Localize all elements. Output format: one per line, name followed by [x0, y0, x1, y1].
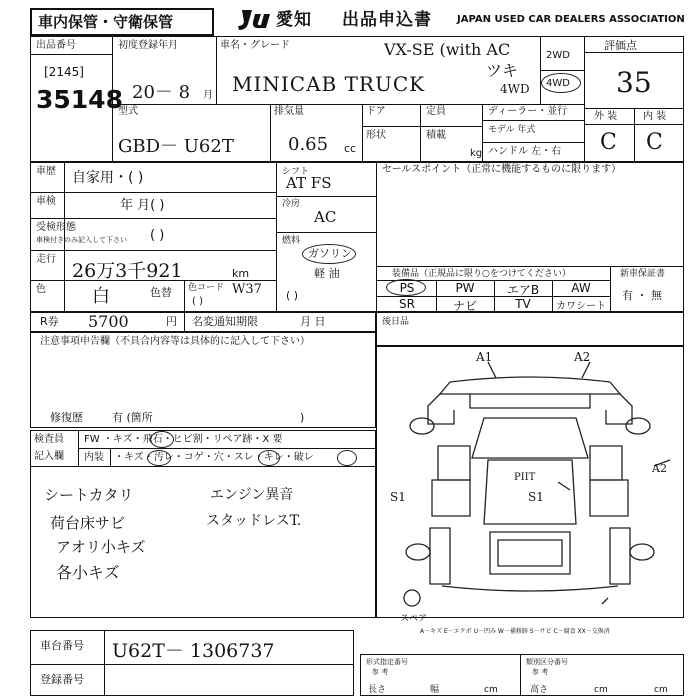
footer-frame: [360, 654, 684, 696]
equip-pw: PW: [455, 281, 475, 295]
load-unit: kg: [470, 148, 483, 159]
rear-seat-label: 後日品: [382, 317, 410, 327]
damage-mark-a2-top: A2: [574, 350, 591, 364]
storage-badge-text: 車内保管・守衛保管: [38, 13, 174, 31]
damage-mark-a2-right: A2: [652, 462, 667, 475]
history-label: 車歴: [36, 166, 56, 177]
footer-classify-label: 類別区分番号: [526, 658, 568, 666]
inspector-row-1: FW ・キズ・飛石・ヒビ割・リペア跡・X 要: [84, 434, 283, 445]
dealer-label: ディーラー・並行: [488, 106, 568, 117]
inspector-mark-circle-3: [258, 450, 280, 466]
mileage-unit: km: [232, 267, 250, 280]
shaken-label: 車検: [36, 196, 56, 207]
equip-ps: PS: [399, 281, 415, 295]
footer-cm-2: cm: [594, 685, 608, 695]
notice-value: 月 日: [300, 315, 326, 328]
capacity-label: 定員: [426, 106, 446, 117]
shift-value: AT FS: [286, 174, 332, 192]
color-change-label: 色替: [150, 286, 172, 299]
chassis-value: U62T－ 1306737: [112, 640, 275, 662]
chassis-label: 車台番号: [40, 639, 84, 652]
repair-close: ): [300, 411, 305, 424]
warranty-label: 新車保証書: [620, 269, 666, 279]
org-name: 愛知: [276, 10, 312, 30]
footer-width: 幅: [430, 685, 440, 695]
fuel-gasoline-circle: [302, 244, 356, 264]
mileage-value: 26万3千921: [72, 260, 183, 282]
model-drive-handwritten: 4WD: [500, 82, 530, 96]
history-value: 自家用・( ): [72, 170, 144, 186]
rating-label: 評価点: [604, 39, 637, 52]
sales-label: セールスポイント（正常に機能するものに限ります）: [382, 164, 622, 175]
damage-mark-s1-left: S1: [390, 490, 406, 504]
ju-logo: [236, 8, 276, 32]
lot-sub: [2145]: [44, 65, 84, 79]
footer-ref-2: 参 考: [532, 668, 549, 676]
equip-sr: SR: [399, 297, 415, 311]
damage-mark-pitting: PIIT: [514, 472, 536, 483]
footer-cm-1: cm: [484, 685, 498, 695]
lot-number: 35148: [36, 85, 123, 114]
equip-seat: カワシート: [556, 301, 606, 312]
recycle-label: R券: [40, 315, 59, 328]
displacement-unit: cc: [344, 142, 357, 155]
footer-cm-3: cm: [654, 685, 668, 695]
ac-label: 冷房: [282, 199, 301, 209]
rear-seat-frame: [376, 312, 684, 346]
notes-label: 注意事項申告欄（不具合内容等は具体的に記入して下さい）: [40, 336, 310, 347]
color-code-label: 色コード: [188, 283, 225, 293]
color-value: 白: [92, 286, 110, 307]
equip-aw: AW: [571, 281, 591, 295]
handwriting-3: アオリ小キズ: [56, 538, 146, 556]
inspector-mark-circle-1: [150, 431, 174, 448]
inspector-label-1: 検査員: [34, 434, 64, 445]
damage-mark-s1-right: S1: [528, 490, 544, 504]
shape-label: 形状: [366, 130, 386, 141]
model-year-label: モデル 年式: [488, 125, 536, 135]
recycle-value: 5700: [88, 312, 129, 331]
type-label: 型式: [118, 106, 138, 117]
displacement-label: 排気量: [274, 106, 304, 117]
reg-number-label: 登録番号: [40, 673, 84, 686]
model-grade-2: ツキ: [486, 61, 519, 80]
judged-value: ( ): [150, 228, 165, 243]
handwriting-6: スタッドレスT.: [206, 513, 302, 529]
judged-label: 受検形態: [36, 222, 76, 233]
equipment-label: 装備品（正規品に限り○をつけてください）: [392, 269, 571, 279]
rating-int-label: 内 装: [643, 111, 667, 122]
judged-sub: 車検付きのみ記入して下さい: [36, 236, 127, 244]
handle-label: ハンドル 左・右: [488, 146, 562, 157]
association-name: JAPAN USED CAR DEALERS ASSOCIATION: [457, 14, 685, 25]
footer-ref-1: 参 考: [372, 668, 389, 676]
rating-int: C: [646, 130, 663, 155]
lot-label: 出品番号: [36, 40, 76, 51]
rating-score: 35: [616, 66, 652, 99]
footer-length: 長さ: [368, 685, 387, 695]
rating-ext: C: [600, 130, 617, 155]
drive-2wd: 2WD: [546, 50, 570, 61]
form-title: 出品申込書: [342, 10, 432, 30]
load-label: 積載: [426, 130, 446, 141]
footer-shape-label: 形式指定番号: [366, 658, 408, 666]
fuel-alt: 軽 油: [314, 267, 340, 280]
equip-ps-circle: [386, 279, 426, 296]
model-label: 車名・グレード: [220, 40, 290, 51]
model-name: MINICAB TRUCK: [232, 72, 426, 96]
shaken-value: 年 月( ): [120, 198, 165, 213]
handwriting-2: 荷台床サビ: [50, 514, 126, 532]
footer-height: 高さ: [530, 685, 549, 695]
inspector-row-2-label: 内装: [84, 452, 104, 463]
handwriting-1: シートカタリ: [44, 486, 134, 504]
model-grade: VX-SE (with AC: [384, 40, 511, 59]
equip-airbag: エアB: [506, 283, 540, 297]
color-code-paren: ( ): [192, 296, 203, 307]
registration-month-unit: 月: [203, 90, 213, 101]
ac-value: AC: [314, 208, 337, 226]
drive-4wd: 4WD: [546, 78, 570, 89]
fuel-paren: ( ): [286, 289, 299, 302]
damage-legend: A－キズ E－エクボ U－凹み W－補修跡 S－サビ C－腐食 XX－交換済: [420, 628, 610, 635]
drive-4wd-circle: [541, 73, 581, 93]
recycle-unit: 円: [166, 315, 177, 328]
color-code-value: W37: [232, 282, 262, 297]
damage-mark-a1: A1: [476, 350, 493, 364]
mileage-label: 走行: [36, 254, 56, 265]
warranty-value: 有 ・ 無: [622, 289, 662, 302]
equip-navi: ナビ: [452, 299, 477, 313]
displacement-value: 0.65: [288, 134, 329, 155]
type-value: GBD－ U62T: [118, 136, 234, 157]
handwriting-5: エンジン異音: [210, 487, 294, 503]
registration-value: 20－ 8: [132, 82, 191, 103]
repair-value: 有 (箇所: [112, 411, 153, 424]
inspector-mark-circle-2: [147, 450, 171, 466]
repair-label: 修復歴: [50, 411, 83, 424]
handwriting-4: 各小キズ: [56, 563, 120, 582]
spare-label: スペア: [400, 614, 428, 624]
equip-tv: TV: [515, 297, 531, 311]
rating-ext-label: 外 装: [594, 111, 618, 122]
inspector-label-2: 記入欄: [34, 451, 64, 462]
inspector-row-2: ・キズ・汚レ・コゲ・穴・スレ・キレ・破レ: [114, 452, 314, 463]
inspector-mark-circle-4: [337, 450, 357, 466]
fuel-label: 燃料: [282, 236, 301, 246]
door-label: ドア: [366, 106, 386, 117]
color-label: 色: [36, 284, 46, 295]
fuel-value: ガソリン: [308, 247, 352, 260]
shift-label: シフト: [282, 167, 310, 177]
registration-label: 初度登録年月: [118, 40, 178, 51]
notice-label: 名変通知期限: [192, 315, 258, 328]
